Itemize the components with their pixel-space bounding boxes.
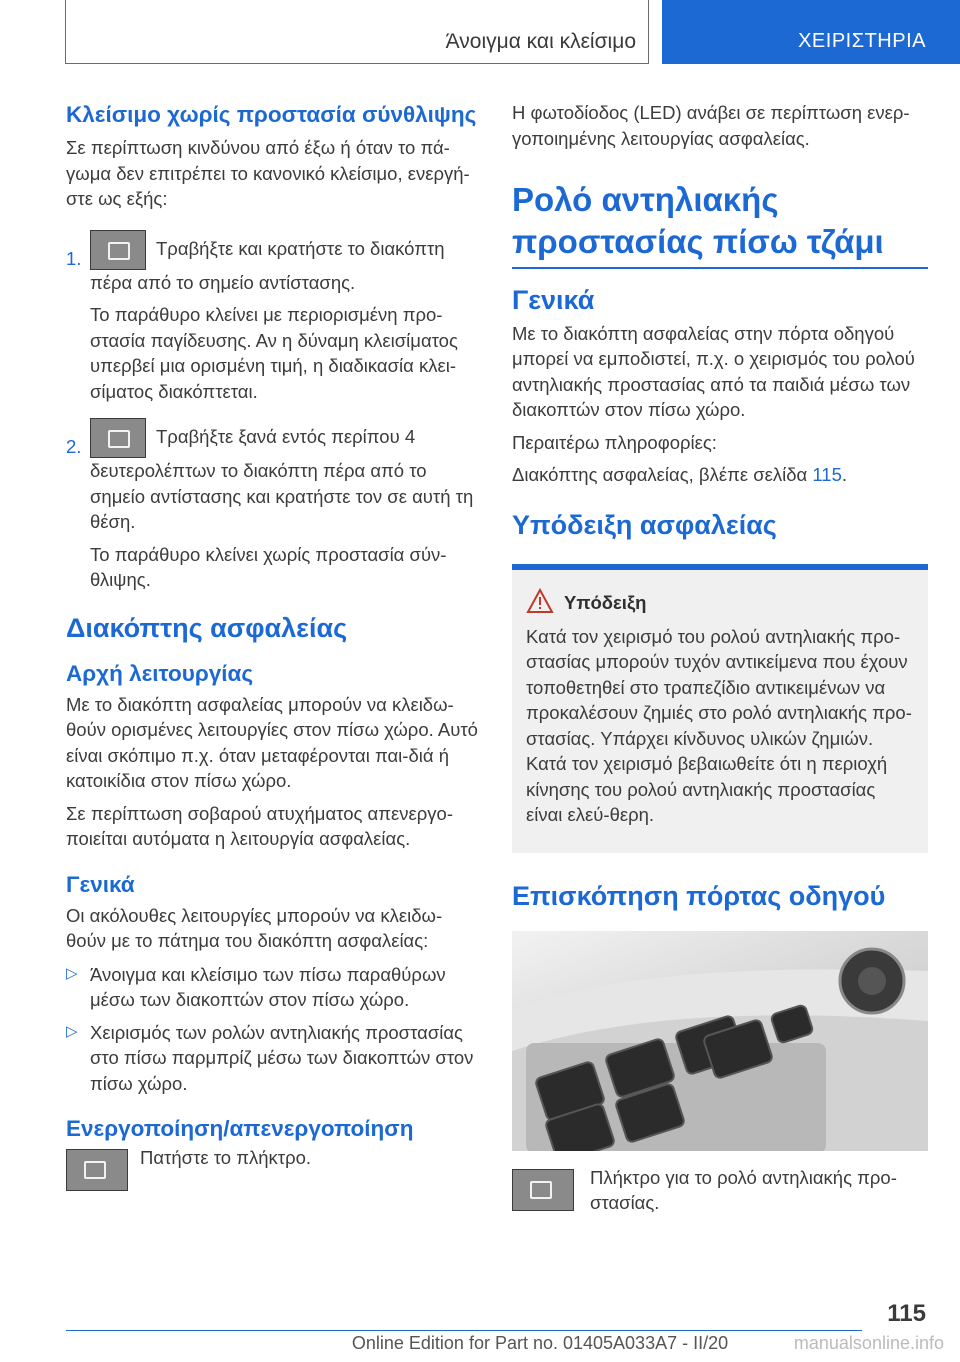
list-item: [66, 1020, 482, 1097]
notice-title: Υπόδειξη: [564, 592, 914, 614]
heading-general-right: Γενικά: [512, 284, 595, 315]
right-column: [512, 100, 928, 1229]
door-panel-illustration: [512, 931, 928, 1151]
bullet-triangle-icon: ▷: [66, 1022, 78, 1040]
bullet-triangle-icon: ▷: [66, 964, 78, 982]
page-number: 115: [887, 1300, 926, 1327]
step-1: [66, 230, 482, 405]
warning-notice: [512, 564, 928, 853]
paragraph-led: Η φωτοδίοδος (LED) ανάβει σε περίπτωση ενερ-γοποιημένης λειτουργίας ασφαλείας.: [512, 102, 910, 149]
watermark: manualsonline.info: [793, 1333, 944, 1353]
left-column: [66, 100, 482, 1193]
heading-sunblind: Ρολό αντηλιακής προστασίας πίσω τζάμι: [512, 181, 884, 260]
step-2-note: Το παράθυρο κλείνει χωρίς προστασία σύν-θλιψης.: [90, 543, 447, 590]
heading-close-no-protection: Κλείσιμο χωρίς προστασία σύνθλιψης: [66, 102, 477, 127]
page-link[interactable]: 115: [812, 464, 842, 485]
footer-divider: [66, 1330, 862, 1331]
window-switch-icon: [90, 418, 146, 458]
warning-triangle-icon: [526, 588, 554, 614]
divider: [512, 267, 928, 269]
heading-overview: Επισκόπηση πόρτας οδηγού: [512, 880, 886, 911]
paragraph-sunblind-button: Πλήκτρο για το ρολό αντηλιακής προ-στασίας.: [590, 1166, 897, 1213]
heading-activation: Ενεργοποίηση/απενεργοποίηση: [66, 1116, 414, 1141]
header-chapter-tab[interactable]: [662, 0, 960, 64]
header-chapter-title: ΧΕΙΡΙΣΤΗΡΙΑ: [798, 30, 926, 52]
paragraph-principle-2: Σε περίπτωση σοβαρού ατυχήματος απενεργο-ποιείται αυτόματα η λειτουργία ασφαλείας.: [66, 802, 453, 849]
paragraph-reference: Διακόπτης ασφαλείας, βλέπε σελίδα 115.: [512, 464, 848, 485]
heading-general-left: Γενικά: [66, 871, 135, 897]
list-item: [66, 962, 482, 1013]
step-2-text: Τραβήξτε ξανά εντός περίπου 4 δευτερολέπτων το διακόπτη πέρα από το σημείο αντίστασης και κρατήστε τον σε αυτή τη θέση.: [90, 418, 482, 535]
sunblind-button-row: [512, 1166, 928, 1229]
paragraph-intro: Σε περίπτωση κινδύνου από έξω ή όταν το πά-γωμα δεν επιτρέπει το κανονικό κλείσιμο, ενεργή-στε ως εξής:: [66, 137, 470, 209]
paragraph-general-left: Οι ακόλουθες λειτουργίες μπορούν να κλειδω-θούν με το πάτημα του διακόπτη ασφαλείας:: [66, 904, 443, 951]
heading-principle: Αρχή λειτουργίας: [66, 660, 254, 686]
step-2: [66, 418, 482, 593]
step-1-note: Το παράθυρο κλείνει με περιορισμένη προ-στασία παγίδευσης. Αν η δύναμη κλεισίματος υπερβεί μια ορισμένη τιμή, η διαδικασία κλει-σίματος διακόπτεται.: [90, 304, 458, 402]
sunblind-button-icon: [512, 1169, 574, 1211]
paragraph-more-info: Περαιτέρω πληροφορίες:: [512, 431, 717, 453]
step-1-number: 1.: [66, 247, 82, 269]
step-1-text: Τραβήξτε και κρατήστε το διακόπτη πέρα από το σημείο αντίστασης.: [90, 230, 482, 296]
header-section-box: [65, 0, 649, 64]
footer-edition: Online Edition for Part no. 01405A033A7 - II/20: [351, 1333, 729, 1353]
activation-row: [66, 1149, 482, 1193]
step-2-number: 2.: [66, 436, 82, 457]
header-section-title: Άνοιγμα και κλείσιμο: [445, 30, 636, 53]
paragraph-general-right: Με το διακόπτη ασφαλείας στην πόρτα οδηγού μπορεί να εμποδιστεί, π.χ. ο χειρισμός του ρολού αντηλιακής προστασίας από τα παιδιά μέσω των διακοπτών στον πίσω χώρο.: [512, 322, 915, 420]
notice-text: Κατά τον χειρισμό του ρολού αντηλιακής προ-στασίας μπορούν τυχόν αντικείμενα που έχουν τοποθετηθεί στο τραπεζίδιο αντικειμένων να προκαλέσουν ζημιές στο ρολό αντηλιακής προ-στασίας. Υπάρχει κίνδυνος υλικών ζημιών. Κατά τον χειρισμό βεβαιωθείτε ότι η περιοχή κίνησης του ρολού αντηλιακής προστασίας είναι ελεύ-θερη.: [526, 625, 912, 825]
paragraph-activation: Πατήστε το πλήκτρο.: [140, 1147, 312, 1168]
paragraph-principle-1: Με το διακόπτη ασφαλείας μπορούν να κλειδω-θούν ορισμένες λειτουργίες στον πίσω χώρο. Αυτό είναι σκόπιμο π.χ. όταν μεταφέρονται παι-διά ή κατοικίδια στον πίσω χώρο.: [66, 693, 478, 791]
window-switch-icon: [90, 230, 146, 270]
list-item-text: Άνοιγμα και κλείσιμο των πίσω παραθύρων μέσω των διακοπτών στον πίσω χώρο.: [90, 963, 446, 1010]
driver-door-switches-image: [512, 931, 928, 1151]
safety-switch-button-icon: [66, 1149, 128, 1191]
heading-safety-switch: Διακόπτης ασφαλείας: [66, 612, 348, 643]
list-item-text: Χειρισμός των ρολών αντηλιακής προστασίας στο πίσω παρμπρίζ μέσω των διακοπτών στον πίσω χώρο.: [90, 1021, 474, 1094]
heading-safety-note: Υπόδειξη ασφαλείας: [512, 509, 777, 540]
